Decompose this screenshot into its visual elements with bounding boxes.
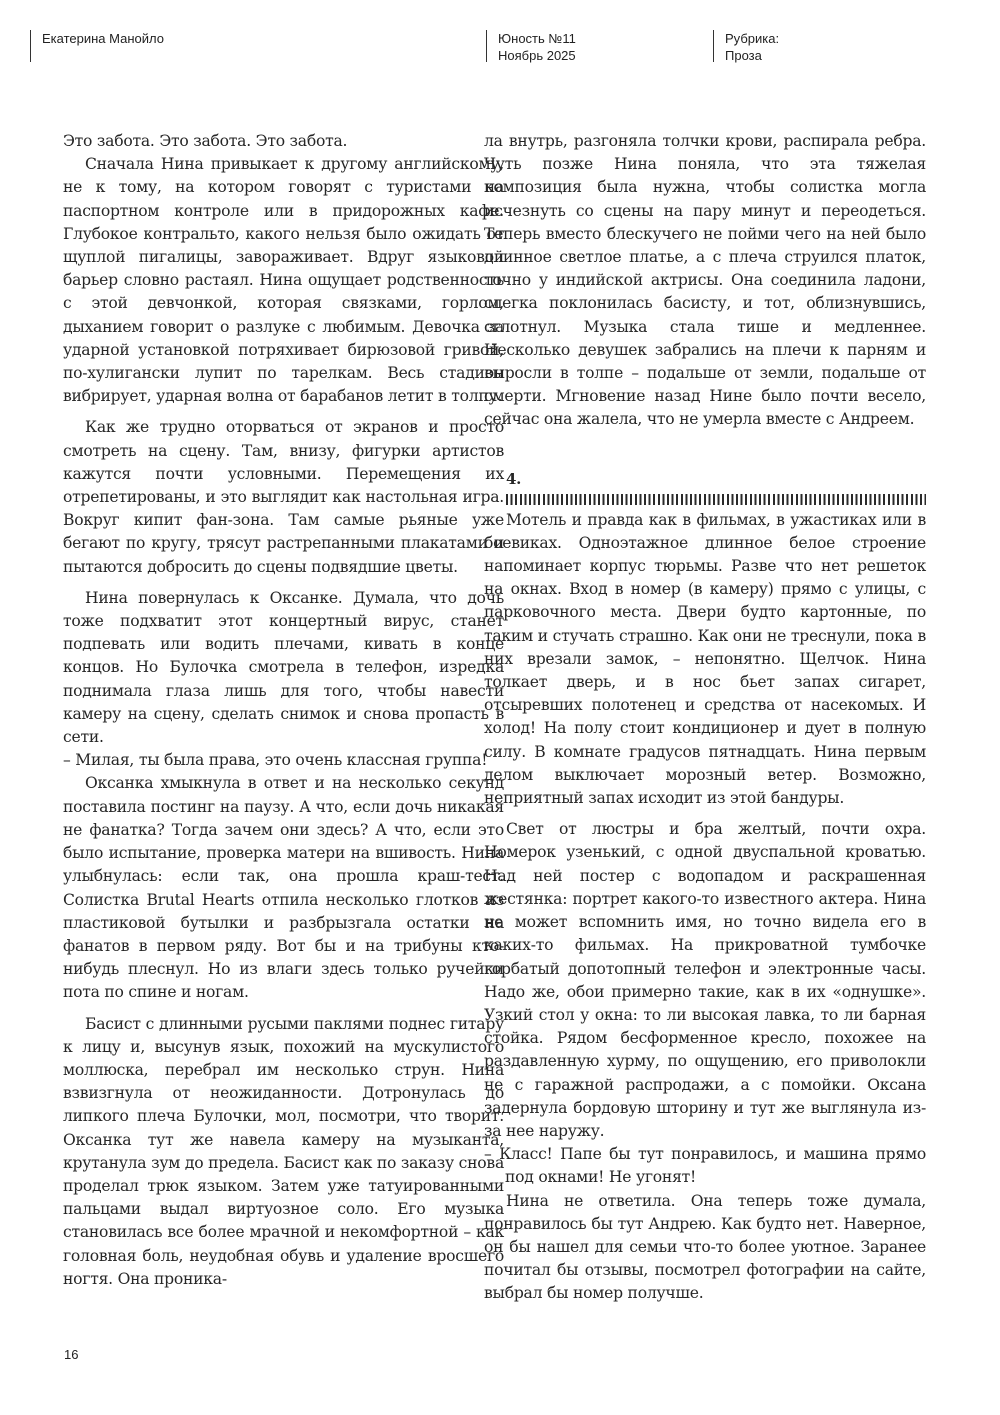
- header-rubric: [713, 30, 779, 62]
- paragraph: Это забота. Это забота. Это забота.: [63, 132, 348, 150]
- paragraph: Оксанка хмыкнула в ответ и на несколько секунд поставила постинг на паузу. А что, если дочь никакая не фанатка? Тогда зачем они здесь? А что, если это было испытание, проверка матери на вшивость. Нина улыбнулась: если так, она прошла краш-тест. Солистка Brutal Hearts отпила несколько глотков из пластиковой бутылки и разбрызгала остатки на фанатов в первом ряду. Вот бы и на трибуны кто-нибудь плеснул. Но из влаги здесь только ручейки пота по спине и ногам.: [63, 774, 504, 1002]
- section-divider: [506, 494, 926, 505]
- page-number: 16: [64, 1347, 79, 1362]
- paragraph: Нина повернулась к Оксанке. Думала, что дочь тоже подхватит этот концертный вирус, станет подпевать или водить плечами, кивать в конце концов. Но Булочка смотрела в телефон, изредка поднимала глаза лишь для того, чтобы навести камеру на сцену, сделать снимок и снова пропасть в сети.: [63, 588, 504, 747]
- dialogue-line: – Класс! Папе бы тут понравилось, и машина прямо под окнами! Не угонят!: [484, 1145, 926, 1187]
- magazine-issue: Юность №11: [498, 31, 576, 46]
- paragraph-continuation: ла внутрь, разгоняла толчки крови, распирала ребра. Чуть позже Нина поняла, что эта тяжелая композиция была нужна, чтобы солистка могла исчезнуть со сцены на пару минут и переодеться. Теперь вместо блескучего не пойми чего на ней было длинное светлое платье, а с плеча струился платок, точно у индийской актрисы. Она соединила ладони, слегка поклонилась басисту, и тот, облизнувшись, сглотнул. Музыка стала тише и медленнее. Несколько девушек забрались на плечи к парням и выросли в толпе – подальше от земли, подальше от смерти. Мгновение назад Нине было почти весело, сейчас она жалела, что не умерла вместе с Андреем.: [484, 132, 926, 429]
- paragraph: Сначала Нина привыкает к другому английскому, не к тому, на котором говорят с туристами на паспортном контроле или в придорожных кафе. Глубокое контральто, какого нельзя было ожидать от щуплой пигалицы, завораживает. Вдруг языковой барьер словно растаял. Нина ощущает родственность с этой девчонкой, которая связками, горлом, дыханием говорит о разлуке с любимым. Девочка за ударной установкой потряхивает бирюзовой гривой, по-хулигански лупит по тарелкам. Весь стадион вибрирует, ударная волна от барабанов летит в толпу.: [63, 155, 504, 406]
- rubric-label: Рубрика:: [725, 31, 780, 46]
- header-author: [30, 30, 164, 62]
- paragraph: Как же трудно оторваться от экранов и просто смотреть на сцену. Там, внизу, фигурки артистов кажутся почти условными. Перемещения их отрепетированы, и это выглядит как настольная игра. Вокруг кипит фан-зона. Там самые рьяные уже бегают по кругу, трясут растрепанными плакатами и пытаются добросить до сцены подвядшие цветы.: [63, 418, 504, 576]
- paragraph: Нина не ответила. Она теперь тоже думала, понравилось бы тут Андрею. Как будто нет. Наверное, он бы нашел для семьи что-то более уютное. Заранее почитал бы отзывы, посмотрел фотографии на сайте, выбрал бы номер получше.: [484, 1191, 926, 1303]
- author-name: Екатерина Манойло: [42, 31, 164, 46]
- paragraph: Свет от люстры и бра желтый, почти охра. Номерок узенький, с одной двуспальной кроватью. Над ней постер с водопадом и раскрашенная жестянка: портрет какого-то известного актера. Нина не может вспомнить имя, но точно видела его в каких-то фильмах. На прикроватной тумбочке горбатый допотопный телефон и электронные часы. Надо же, обои примерно такие, как в их «однушке». Узкий стол у окна: то ли высокая лавка, то ли барная стойка. Рядом бесформенное кресло, похожее на раздавленную хурму, по ощущению, его приволокли не с гаражной распродажи, а с помойки. Оксана задернула бордовую шторину и тут же выглянула из-за нее наружу.: [484, 820, 926, 1140]
- header-issue: [486, 30, 576, 62]
- paragraph: Мотель и правда как в фильмах, в ужастиках или в боевиках. Одноэтажное длинное белое строение напоминает корпус тюрьмы. Разве что нет решеток на окнах. Вход в номер (в камеру) прямо с улицы, с парковочного места. Двери будто картонные, по таким и стучать страшно. Как они не треснули, пока в них врезали замок, – непонятно. Щелчок. Нина толкает дверь, и в нос бьет запах сигарет, отсыревших полотенец и средства от насекомых. И холод! На полу стоит кондиционер и дует в полную силу. В комнате градусов пятнадцать. Нина первым делом выключает морозный ветер. Возможно, неприятный запах исходит из этой бандуры.: [484, 510, 926, 808]
- paragraph: Басист с длинными русыми паклями поднес гитару к лицу и, высунув язык, похожий на мускулистого моллюска, перебрал им несколько струн. Нина взвизгнула от неожиданности. Дотронулась до липкого плеча Булочки, мол, посмотри, что творит. Оксанка тут же навела камеру на музыканта, крутанула зум до предела. Басист как по заказу снова проделал трюк языком. Затем уже татуированными пальцами выдал виртуозное соло. Его музыка становилась все более мрачной и некомфортной – как головная боль, неудобная обувь и удаление вросшего ногтя. Она проника-: [63, 1014, 504, 1288]
- issue-date: Ноябрь 2025: [498, 48, 576, 63]
- right-column: [484, 130, 926, 1306]
- rubric-value: Проза: [725, 48, 762, 63]
- left-column: [63, 130, 504, 1291]
- section-number: 4.: [506, 469, 522, 488]
- dialogue-line: – Милая, ты была права, это очень классная группа!: [63, 751, 488, 770]
- page-header: [0, 30, 1000, 70]
